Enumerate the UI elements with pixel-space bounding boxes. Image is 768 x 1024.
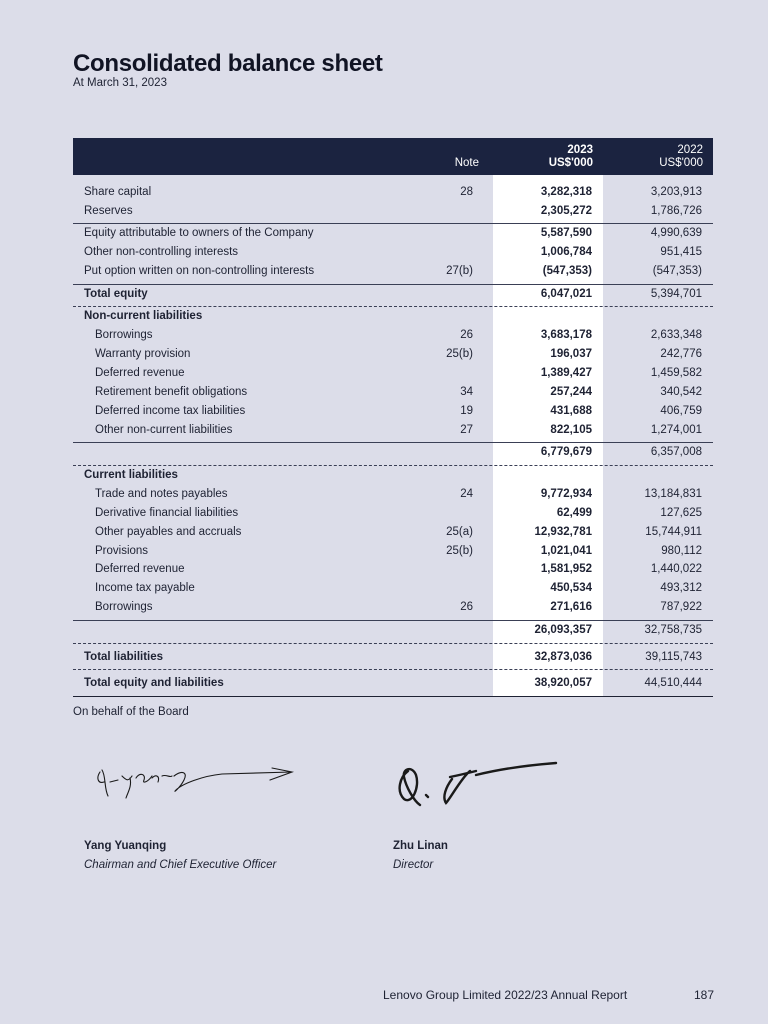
board-statement: On behalf of the Board [73,706,189,718]
table-row: Warranty provision 25(b) 196,037 242,776 [95,348,702,360]
table-row: Trade and notes payables 24 9,772,934 13,184,831 [95,488,702,500]
table-row: Borrowings 26 271,616 787,922 [95,601,702,613]
signatory-name: Yang Yuanqing [84,840,167,852]
header-2023-unit: US$'000 [548,157,593,169]
signatory-name: Zhu Linan [393,840,448,852]
signatory-title: Director [393,859,434,871]
table-row: Share capital 28 3,282,318 3,203,913 [84,186,702,198]
table-row: Borrowings 26 3,683,178 2,633,348 [95,329,702,341]
section-heading: Non-current liabilities [84,310,203,322]
table-row: Income tax payable 450,534 493,312 [95,582,702,594]
signatory-title: Chairman and Chief Executive Officer [84,859,277,871]
table-row-total: Total equity 6,047,021 5,394,701 [84,288,702,300]
table-row: Equity attributable to owners of the Company 5,587,590 4,990,639 [84,227,702,239]
header-2023-year: 2023 [567,144,593,156]
table-row: Deferred revenue 1,581,952 1,440,022 [95,563,702,575]
table-bottom-rule [73,696,713,697]
table-row: Derivative financial liabilities 62,499 127,625 [95,507,702,519]
page-number: 187 [693,988,714,1002]
table-row: Retirement benefit obligations 34 257,244 340,542 [95,386,702,398]
signature-yang-yuanqing [92,762,302,802]
table-row-grand-total: Total equity and liabilities 38,920,057 44,510,444 [84,677,702,689]
table-row: Provisions 25(b) 1,021,041 980,112 [95,545,702,557]
table-row-subtotal: 6,779,679 6,357,008 [540,446,702,458]
footer-text: Lenovo Group Limited 2022/23 Annual Report [383,988,628,1002]
section-heading: Current liabilities [84,469,178,481]
header-2022 [603,144,703,170]
table-row: Put option written on non-controlling interests 27(b) (547,353) (547,353) [84,265,702,277]
signature-zhu-linan [390,757,560,813]
table-row-subtotal: 26,093,357 32,758,735 [534,624,702,636]
table-row: Other payables and accruals 25(a) 12,932,781 15,744,911 [95,526,702,538]
table-row: Deferred income tax liabilities 19 431,688 406,759 [95,405,702,417]
table-row: Other non-current liabilities 27 822,105 1,274,001 [95,424,702,436]
balance-sheet-table [73,138,713,689]
header-2023 [493,144,593,170]
page-title: Consolidated balance sheet [73,50,383,77]
table-row: Deferred revenue 1,389,427 1,459,582 [95,367,702,379]
table-header [73,138,713,175]
header-note: Note [454,157,479,169]
row-divider-dashed [73,643,713,644]
table-row-total: Total liabilities 32,873,036 39,115,743 [84,651,702,663]
header-2022-unit: US$'000 [659,157,703,169]
table-row: Other non-controlling interests 1,006,784 951,415 [84,246,702,258]
table-row: Reserves 2,305,272 1,786,726 [84,205,702,217]
header-2022-year: 2022 [677,144,703,156]
page-subtitle: At March 31, 2023 [73,77,167,89]
row-divider-dashed [73,669,713,670]
